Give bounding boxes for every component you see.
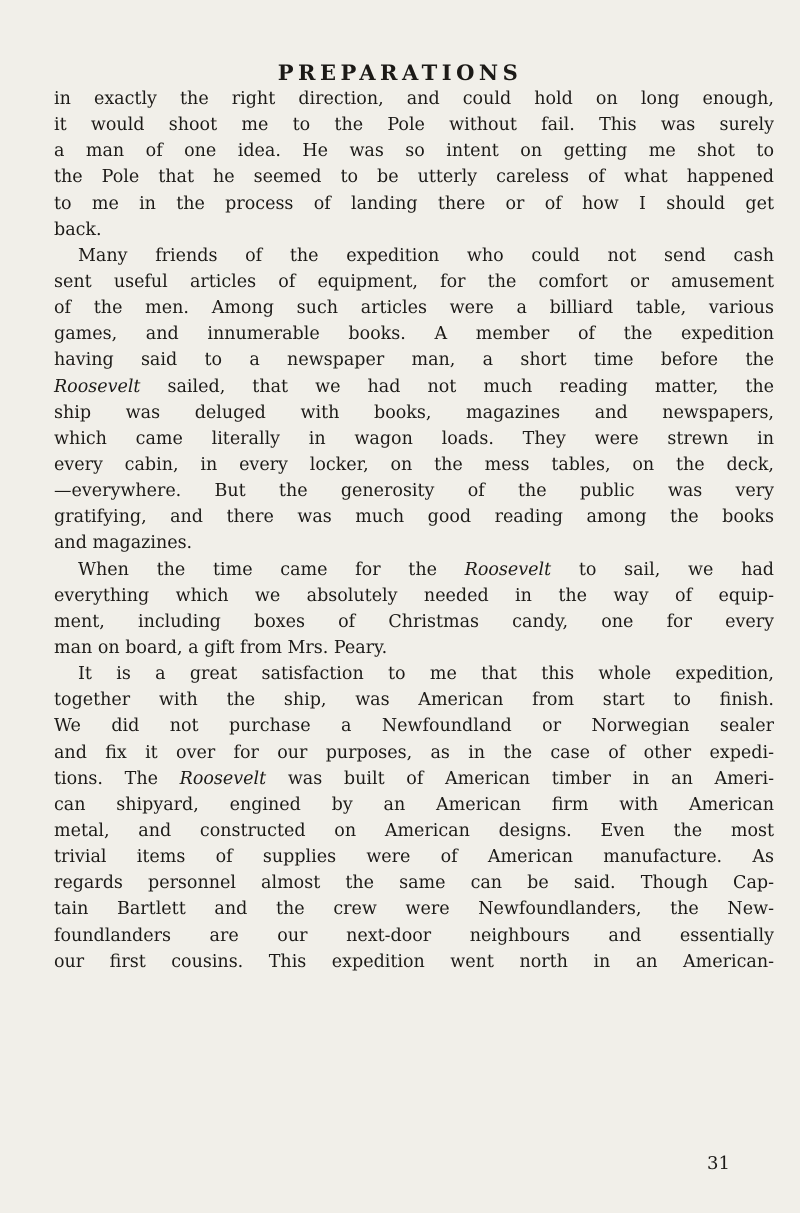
text-line xyxy=(54,870,774,896)
text-segment: in exactly the right direction, and could hold on long enough, xyxy=(54,89,774,109)
text-segment: back. xyxy=(54,219,102,240)
text-line xyxy=(54,321,774,347)
text-line xyxy=(54,583,774,609)
text-segment: gratifying, and there was much good reading among the books xyxy=(54,507,774,528)
text-segment: a man of one idea. He was so intent on getting me shot to xyxy=(54,141,774,162)
text-line xyxy=(54,217,774,243)
body-text xyxy=(54,86,774,975)
text-line xyxy=(54,818,774,844)
text-segment: having said to a newspaper man, a short time before the xyxy=(54,350,774,371)
text-line xyxy=(54,86,774,112)
text-line xyxy=(54,347,774,373)
text-line xyxy=(54,609,774,635)
running-head: PREPARATIONS xyxy=(277,60,523,85)
text-segment: metal, and constructed on American designs. Even the most xyxy=(54,820,774,841)
page-number: 31 xyxy=(707,1153,730,1174)
text-segment: our first cousins. This expedition went north in an American- xyxy=(54,951,774,972)
text-segment: tain Bartlett and the crew were Newfoundlanders, the New- xyxy=(54,899,774,920)
text-segment: of the men. Among such articles were a billiard table, various xyxy=(54,298,774,319)
ship-name: Roosevelt xyxy=(179,768,267,789)
text-segment: When the time came for the xyxy=(78,559,465,580)
ship-name: Roosevelt xyxy=(464,559,552,580)
text-line xyxy=(54,635,774,661)
text-line xyxy=(54,661,774,687)
text-segment: the Pole that he seemed to be utterly careless of what happened xyxy=(54,167,774,188)
text-line xyxy=(54,687,774,713)
text-line xyxy=(54,478,774,504)
text-segment: foundlanders are our next-door neighbours and essentially xyxy=(54,925,774,946)
text-line xyxy=(54,504,774,530)
text-segment: to sail, we had xyxy=(551,559,774,580)
text-line xyxy=(54,740,774,766)
text-line xyxy=(54,295,774,321)
text-segment: trivial items of supplies were of American manufacture. As xyxy=(54,847,774,868)
text-segment: games, and innumerable books. A member of the expedition xyxy=(54,324,774,345)
text-line xyxy=(54,243,774,269)
text-line xyxy=(54,138,774,164)
text-segment: ship was deluged with books, magazines and newspapers, xyxy=(54,402,774,423)
text-segment: together with the ship, was American from start to finish. xyxy=(54,690,774,711)
text-line xyxy=(54,923,774,949)
text-line xyxy=(54,269,774,295)
text-segment: which came literally in wagon loads. They were strewn in xyxy=(54,428,774,449)
text-segment: it would shoot me to the Pole without fail. This was surely xyxy=(54,115,774,136)
text-segment: Many friends of the expedition who could not send cash xyxy=(78,245,774,266)
text-line xyxy=(54,530,774,556)
text-line xyxy=(54,374,774,400)
text-segment: tions. The xyxy=(54,768,180,789)
ship-name: Roosevelt xyxy=(54,376,141,397)
text-segment: ment, including boxes of Christmas candy, one for every xyxy=(54,611,774,632)
text-line xyxy=(54,844,774,870)
text-line xyxy=(54,713,774,739)
text-line xyxy=(54,896,774,922)
text-line xyxy=(54,112,774,138)
text-segment: everything which we absolutely needed in the way of equip- xyxy=(54,585,774,606)
text-segment: It is a great satisfaction to me that this whole expedition, xyxy=(78,664,774,685)
text-line xyxy=(54,164,774,190)
text-line xyxy=(54,792,774,818)
text-segment: man on board, a gift from Mrs. Peary. xyxy=(54,637,388,658)
text-line xyxy=(54,400,774,426)
text-segment: can shipyard, engined by an American firm with American xyxy=(54,794,774,815)
text-line xyxy=(54,191,774,217)
text-segment: —everywhere. But the generosity of the public was very xyxy=(54,481,774,502)
text-segment: sailed, that we had not much reading matter, the xyxy=(140,376,774,397)
text-segment: and magazines. xyxy=(54,533,193,554)
text-segment: sent useful articles of equipment, for the comfort or amusement xyxy=(54,271,774,292)
text-line xyxy=(54,426,774,452)
text-segment: We did not purchase a Newfoundland or Norwegian sealer xyxy=(54,716,774,737)
text-line xyxy=(54,452,774,478)
text-line xyxy=(54,557,774,583)
text-line xyxy=(54,949,774,975)
text-segment: was built of American timber in an Ameri- xyxy=(266,768,775,789)
text-segment: to me in the process of landing there or of how I should get xyxy=(54,193,774,214)
text-line xyxy=(54,766,774,792)
text-segment: every cabin, in every locker, on the mess tables, on the deck, xyxy=(54,454,774,475)
text-segment: regards personnel almost the same can be said. Though Cap- xyxy=(54,873,774,894)
text-segment: and fix it over for our purposes, as in the case of other expedi- xyxy=(54,742,774,763)
